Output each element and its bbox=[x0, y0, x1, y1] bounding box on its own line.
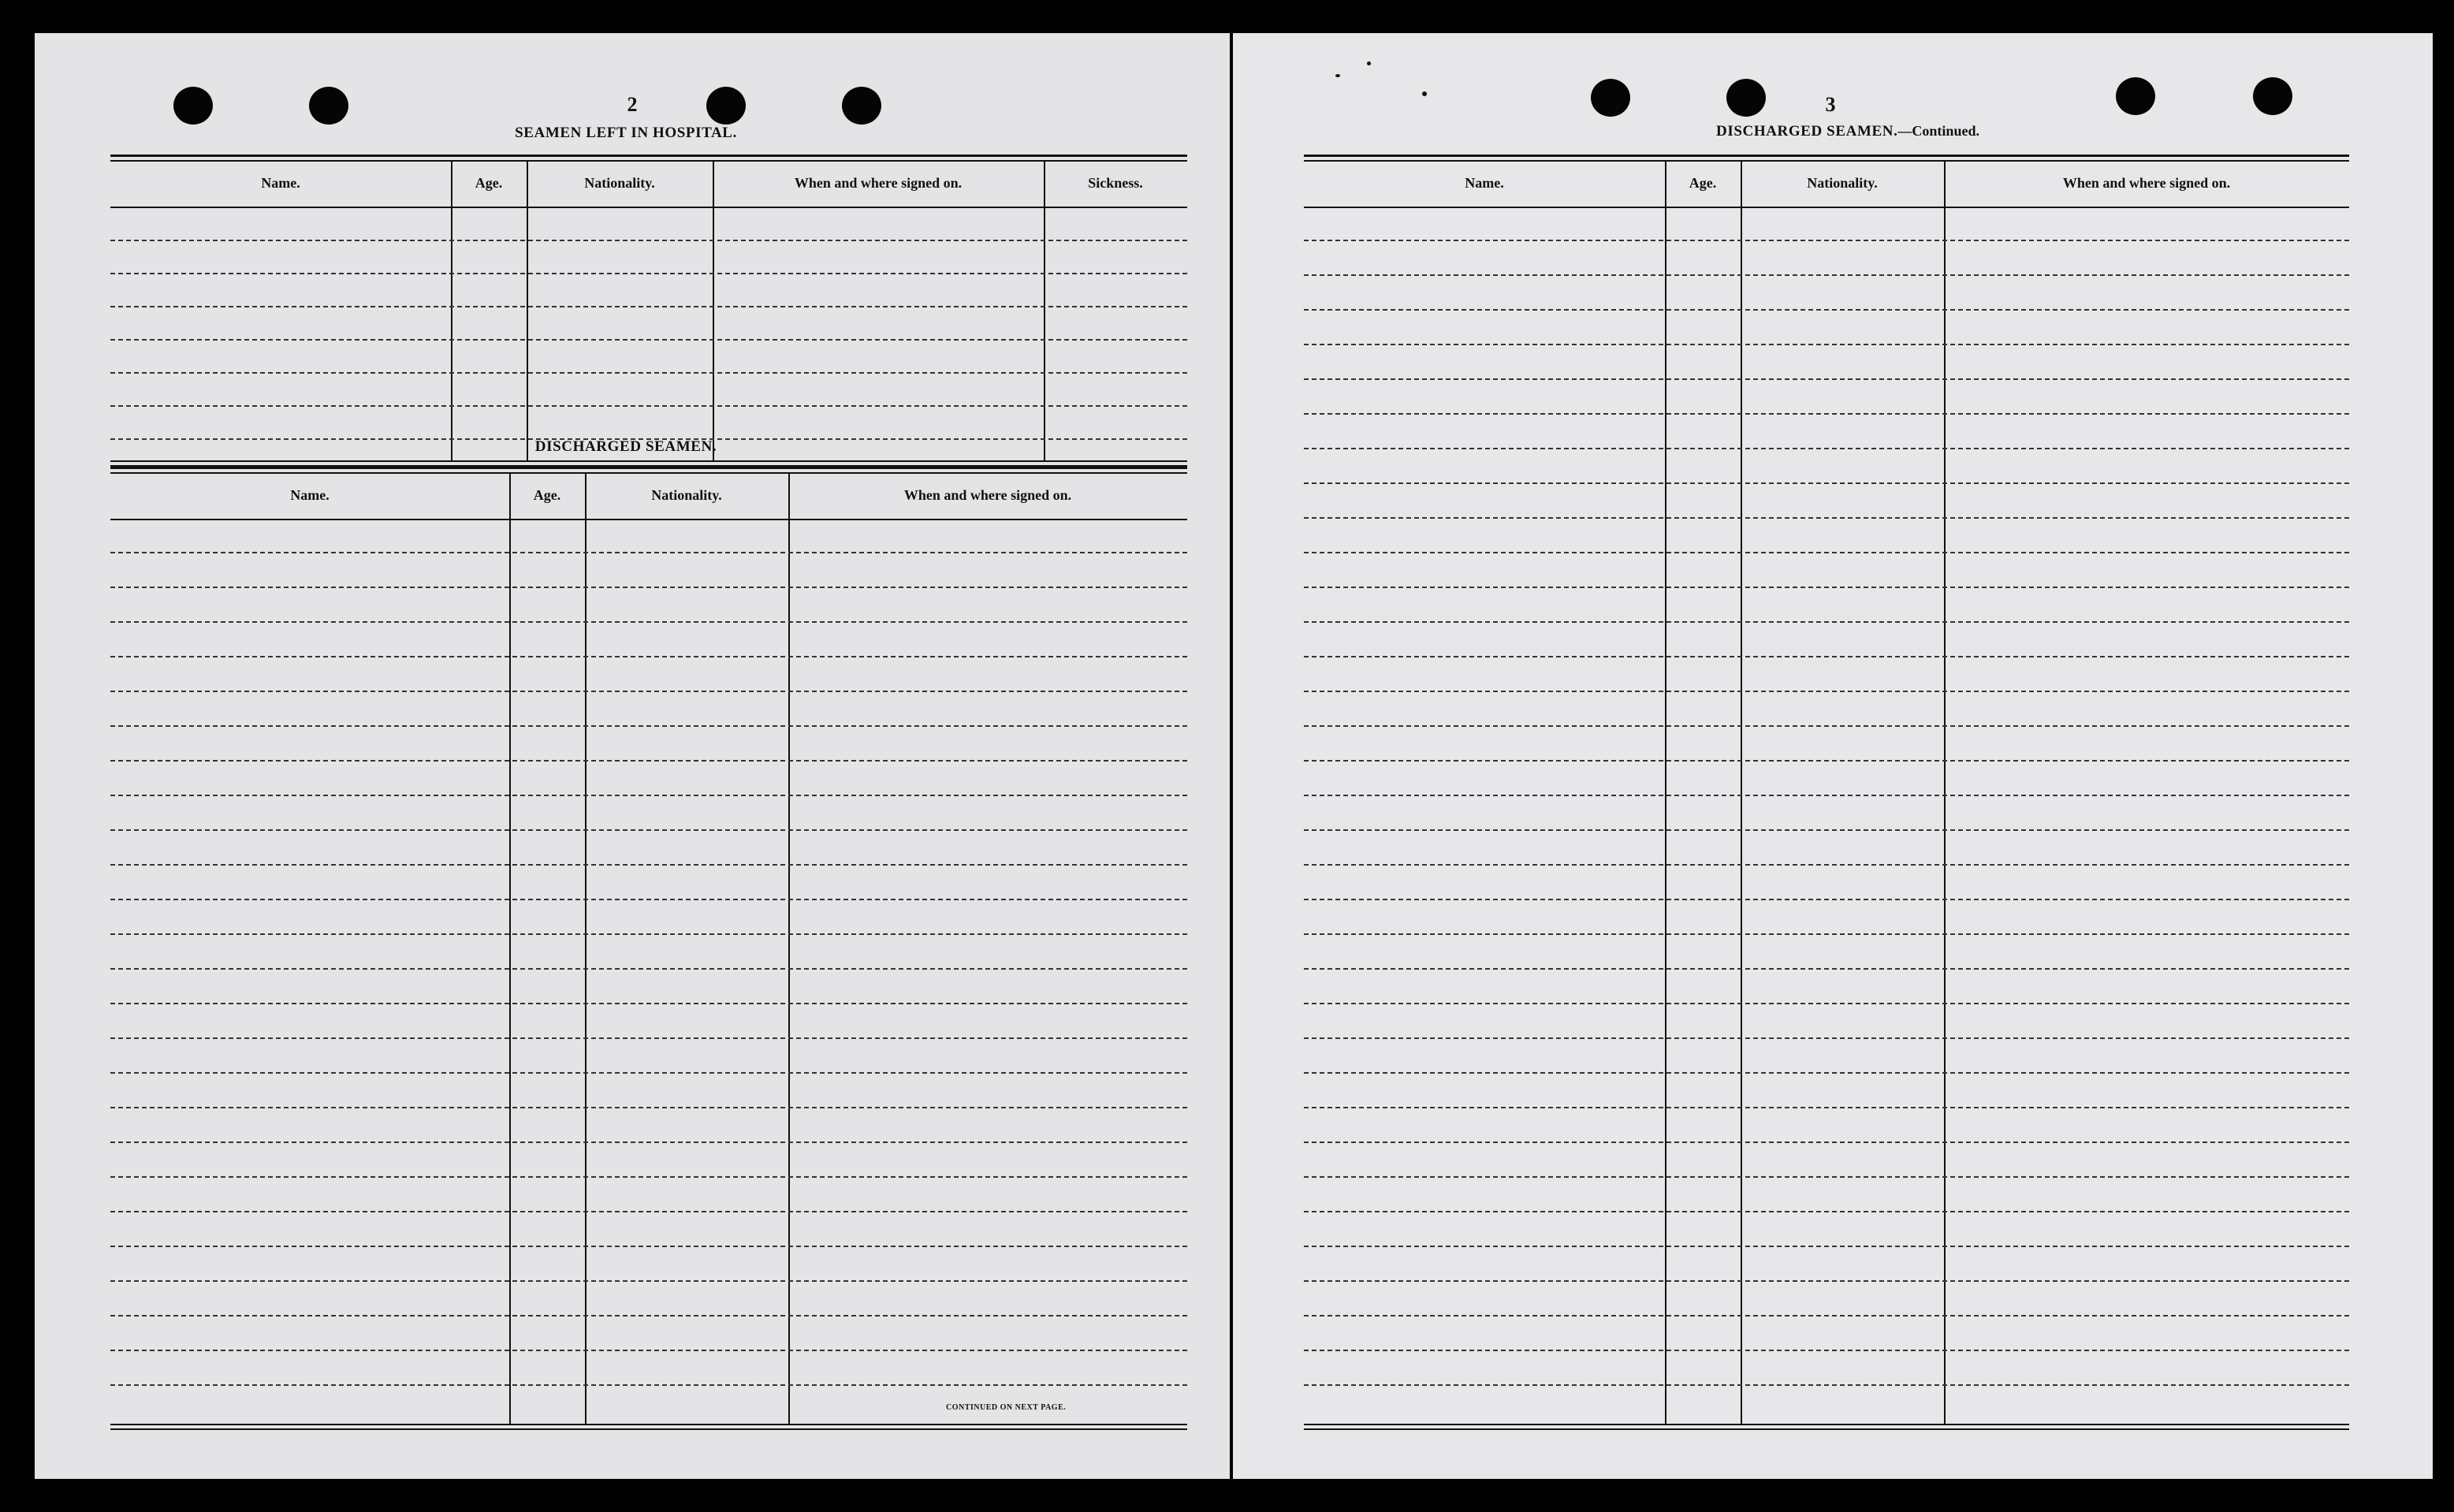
column-header-name: Name. bbox=[261, 175, 300, 191]
bottom-rule bbox=[110, 460, 1187, 462]
entry-line bbox=[1304, 344, 2349, 345]
column-divider bbox=[1741, 162, 1742, 1424]
entry-line bbox=[110, 621, 1187, 623]
punch-hole bbox=[2253, 77, 2292, 115]
entry-line bbox=[110, 1037, 1187, 1039]
double-rule bbox=[110, 467, 1187, 469]
entry-line bbox=[1304, 274, 2349, 276]
column-divider bbox=[1044, 162, 1045, 461]
bottom-rule bbox=[110, 1424, 1187, 1425]
entry-line bbox=[110, 587, 1187, 588]
column-divider bbox=[509, 474, 511, 1424]
entry-line bbox=[1304, 1384, 2349, 1386]
entry-line bbox=[110, 1315, 1187, 1316]
column-divider bbox=[527, 162, 528, 461]
column-divider bbox=[585, 474, 587, 1424]
entry-line bbox=[110, 795, 1187, 796]
column-header-nationality: Nationality. bbox=[1807, 175, 1878, 191]
entry-line bbox=[1304, 899, 2349, 900]
continued-note: CONTINUED ON NEXT PAGE. bbox=[946, 1403, 1067, 1412]
discharged-section-title bbox=[1548, 123, 2147, 140]
entry-line bbox=[110, 1280, 1187, 1282]
punch-hole bbox=[1726, 79, 1766, 117]
entry-line bbox=[1304, 1350, 2349, 1351]
entry-line bbox=[110, 933, 1187, 935]
discharged-section-title: DISCHARGED SEAMEN. bbox=[534, 438, 717, 455]
entry-line bbox=[1304, 656, 2349, 657]
entry-line bbox=[110, 552, 1187, 553]
column-header-signed-on: When and where signed on. bbox=[903, 487, 1072, 503]
punch-hole bbox=[1591, 79, 1630, 117]
entry-line bbox=[1304, 968, 2349, 970]
entry-line bbox=[1304, 864, 2349, 866]
column-header-signed-on: When and where signed on. bbox=[2062, 175, 2231, 191]
header-rule bbox=[110, 207, 1187, 208]
entry-line bbox=[110, 405, 1187, 407]
column-divider bbox=[713, 162, 714, 461]
hospital-table bbox=[110, 155, 1187, 467]
page-number: 2 bbox=[627, 93, 638, 116]
column-divider bbox=[1944, 162, 1946, 1424]
entry-line bbox=[110, 1211, 1187, 1212]
bottom-rule bbox=[110, 1428, 1187, 1430]
entry-line bbox=[1304, 621, 2349, 623]
entry-line bbox=[1304, 482, 2349, 484]
entry-line bbox=[110, 1141, 1187, 1143]
ink-speck bbox=[1422, 91, 1427, 96]
discharged-title-text: DISCHARGED SEAMEN. bbox=[1716, 123, 1898, 140]
punch-hole bbox=[842, 87, 881, 125]
column-header-sickness: Sickness. bbox=[1088, 175, 1143, 191]
entry-line bbox=[110, 1003, 1187, 1004]
entry-line bbox=[1304, 1176, 2349, 1178]
entry-line bbox=[1304, 1315, 2349, 1316]
entry-line bbox=[110, 372, 1187, 374]
page-number: 3 bbox=[1825, 93, 1836, 116]
punch-hole bbox=[2116, 77, 2155, 115]
entry-line bbox=[1304, 1003, 2349, 1004]
ink-speck bbox=[1335, 74, 1340, 77]
entry-line bbox=[1304, 309, 2349, 311]
entry-line bbox=[110, 1384, 1187, 1386]
double-rule bbox=[1304, 155, 2349, 157]
column-header-age: Age. bbox=[475, 175, 503, 191]
discharged-table-continued bbox=[1304, 155, 2349, 1430]
ink-speck bbox=[1367, 61, 1371, 65]
entry-line bbox=[110, 1107, 1187, 1108]
double-rule bbox=[1304, 160, 2349, 162]
entry-line bbox=[1304, 691, 2349, 692]
entry-line bbox=[110, 656, 1187, 657]
entry-line bbox=[110, 864, 1187, 866]
entry-line bbox=[1304, 933, 2349, 935]
column-header-age: Age. bbox=[533, 487, 561, 503]
entry-line bbox=[110, 1072, 1187, 1074]
punch-hole bbox=[173, 87, 213, 125]
double-rule bbox=[110, 160, 1187, 162]
entry-line bbox=[1304, 725, 2349, 727]
entry-line bbox=[1304, 795, 2349, 796]
punch-hole bbox=[309, 87, 348, 125]
column-header-signed-on: When and where signed on. bbox=[794, 175, 963, 191]
entry-line bbox=[1304, 448, 2349, 449]
entry-line bbox=[1304, 1211, 2349, 1212]
entry-line bbox=[110, 725, 1187, 727]
entry-line bbox=[110, 829, 1187, 831]
column-header-name: Name. bbox=[290, 487, 330, 503]
entry-line bbox=[1304, 517, 2349, 519]
entry-line bbox=[1304, 413, 2349, 415]
entry-line bbox=[110, 1176, 1187, 1178]
entry-line bbox=[110, 1350, 1187, 1351]
entry-line bbox=[110, 968, 1187, 970]
column-header-nationality: Nationality. bbox=[651, 487, 722, 503]
bottom-rule bbox=[1304, 1428, 2349, 1430]
entry-line bbox=[1304, 240, 2349, 241]
entry-line bbox=[1304, 378, 2349, 380]
entry-line bbox=[1304, 587, 2349, 588]
discharged-table bbox=[110, 467, 1187, 1430]
double-rule bbox=[110, 155, 1187, 157]
column-divider bbox=[451, 162, 452, 461]
punch-hole bbox=[706, 87, 746, 125]
entry-line bbox=[110, 306, 1187, 307]
bottom-rule bbox=[1304, 1424, 2349, 1425]
entry-line bbox=[110, 240, 1187, 241]
entry-line bbox=[1304, 1141, 2349, 1143]
continued-suffix: —Continued. bbox=[1897, 123, 1979, 139]
column-header-age: Age. bbox=[1689, 175, 1717, 191]
entry-line bbox=[110, 760, 1187, 762]
entry-line bbox=[1304, 760, 2349, 762]
entry-line bbox=[110, 899, 1187, 900]
entry-line bbox=[1304, 1280, 2349, 1282]
entry-line bbox=[110, 273, 1187, 274]
entry-line bbox=[1304, 1072, 2349, 1074]
hospital-section-title: SEAMEN LEFT IN HOSPITAL. bbox=[515, 125, 737, 141]
header-rule bbox=[1304, 207, 2349, 208]
entry-line bbox=[1304, 1037, 2349, 1039]
column-header-name: Name. bbox=[1465, 175, 1504, 191]
entry-line bbox=[1304, 829, 2349, 831]
entry-line bbox=[1304, 552, 2349, 553]
double-rule bbox=[110, 472, 1187, 474]
header-rule bbox=[110, 519, 1187, 520]
right-page bbox=[1233, 33, 2433, 1479]
left-page bbox=[35, 33, 1230, 1479]
entry-line bbox=[110, 1246, 1187, 1247]
column-divider bbox=[1665, 162, 1666, 1424]
column-header-nationality: Nationality. bbox=[584, 175, 655, 191]
entry-line bbox=[1304, 1246, 2349, 1247]
entry-line bbox=[110, 691, 1187, 692]
entry-line bbox=[110, 339, 1187, 341]
entry-line bbox=[1304, 1107, 2349, 1108]
column-divider bbox=[788, 474, 790, 1424]
